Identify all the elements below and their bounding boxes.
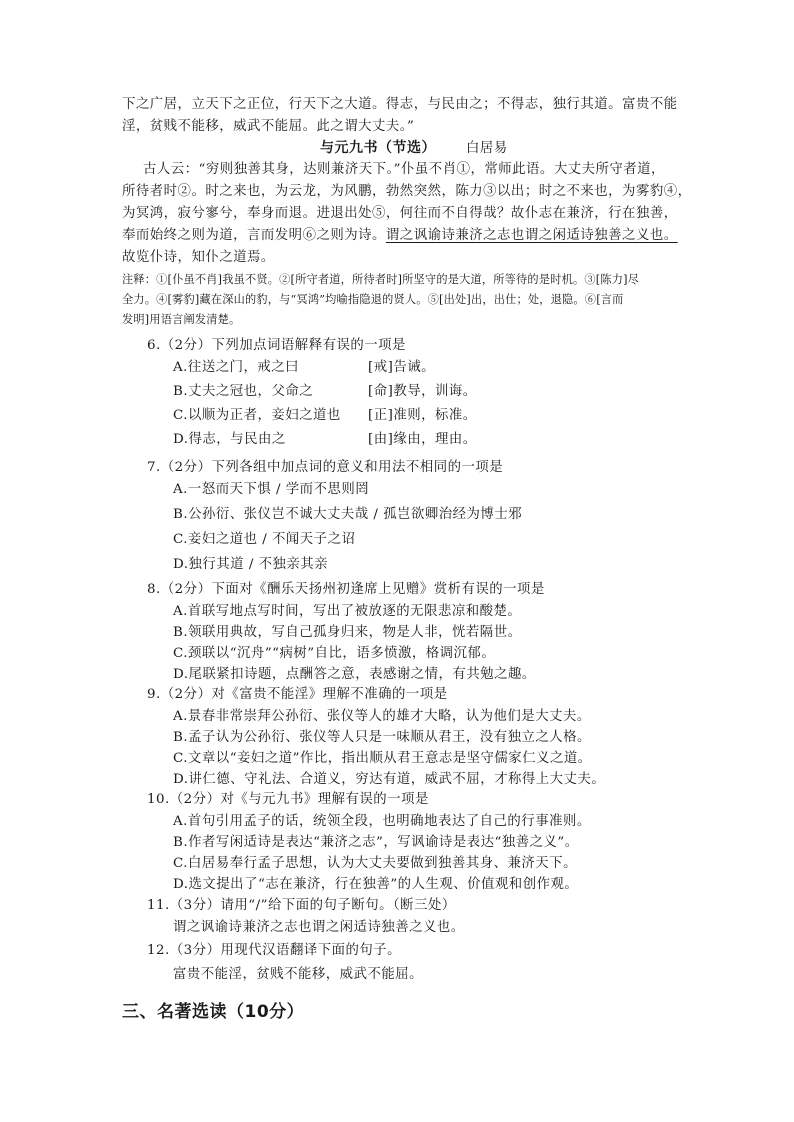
passage-line-2: 淫，贫贱不能移，威武不能屈。此之谓大丈夫。” [122,119,415,134]
q9-option-b: B.孟子认为公孙衍、张仪等人只是一味顺从君王，没有独立之人格。 [173,730,591,745]
passage-line-1: 下之广居，立天下之正位，行天下之大道。得志，与民由之；不得志，独行其道。富贵不能 [122,97,678,112]
q6-option-c-text: C.以顺为正者，妾妇之道也 [173,408,341,423]
note-line-3: 发明]用语言阐发清楚。 [122,313,241,326]
q6-option-b-gloss: [命]教导，训诲。 [368,384,477,399]
q6-option-d-gloss: [由]缘由，理由。 [368,432,477,447]
q12-sentence: 富贵不能淫，贫贱不能移，威武不能屈。 [173,967,424,982]
q6-option-b-text: B.丈夫之冠也，父命之 [173,384,314,399]
q9-option-c: C.文章以“妾妇之道”作比，指出顺从君王意志是坚守儒家仁义之道。 [173,751,592,766]
q8-option-a: A.首联写地点写时间，写出了被放逐的无限悲凉和酸楚。 [173,604,522,619]
text2-title: 与元九书（节选） [320,140,436,156]
text2-line-1: 古人云：“穷则独善其身，达则兼济天下。”仆虽不肖①，常师此语。大丈夫所守者道， [143,162,665,177]
question-12-stem: 12.（3分）用现代汉语翻译下面的句子。 [147,943,402,958]
text2-line-4-text: 奉而始终之则为道，言而发明⑥之则为诗。 [122,228,386,243]
q9-option-d: D.讲仁德、守礼法、合道义，穷达有道，威武不屈，才称得上大丈夫。 [173,772,606,787]
q6-option-d [173,431,477,449]
q7-option-a: A.一怒而天下惧 / 学而不思则罔 [173,482,370,497]
q7-option-b: B.公孙衍、张仪岂不诚大丈夫哉 / 孤岂欲卿治经为博士邪 [173,507,523,522]
question-7-stem: 7.（2分）下列各组中加点词的意义和用法不相同的一项是 [147,460,504,475]
q8-option-b: B.领联用典故，写自己孤身归来，物是人非，恍若隔世。 [173,625,522,640]
q10-option-c: C.白居易奉行孟子思想，认为大丈夫要做到独善其身、兼济天下。 [173,856,577,871]
q6-option-d-text: D.得志，与民由之 [173,432,286,447]
q7-option-d: D.独行其道 / 不独亲其亲 [173,557,329,572]
q6-option-a-text: A.往送之门，戒之曰 [173,360,300,375]
text2-line-5: 故览仆诗，知仆之道焉。 [122,250,275,265]
text2-author: 白居易 [466,141,508,156]
question-6-stem: 6.（2分）下列加点词语解释有误的一项是 [147,338,406,353]
q6-option-c-gloss: [正]准则，标准。 [368,408,477,423]
section-3-heading: 三、名著选读（10分） [122,1002,305,1022]
text2-line-3: 为冥鸿，寂兮寥兮，奉身而退。进退出处⑤，何往而不自得哉？故仆志在兼济，行在独善， [122,206,678,221]
question-9-stem: 9.（2分）对《富贵不能淫》理解不准确的一项是 [147,687,448,702]
question-8-stem: 8.（2分）下面对《酬乐天扬州初逢席上见赠》赏析有误的一项是 [147,582,545,597]
q10-option-b: B.作者写闲适诗是表达“兼济之志”，写讽谕诗是表达“独善之义”。 [173,835,579,850]
note-line-1: 注释：①[仆虽不肖]我虽不贤。②[所守者道，所待者时]所坚守的是大道，所等待的是时机。③[陈力]尽 [122,273,640,286]
q9-option-a: A.景春非常崇拜公孙衍、张仪等人的雄才大略，认为他们是大丈夫。 [173,709,591,724]
q8-option-c: C.颈联以“沉舟”“病树”自比，语多愤激，格调沉郁。 [173,646,496,661]
q10-option-a: A.首句引用孟子的话，统领全段，也明确地表达了自己的行事准则。 [173,814,591,829]
q7-option-c: C.妾妇之道也 / 不闻天子之诏 [173,532,356,547]
text2-line-4 [122,227,678,245]
q6-option-a-gloss: [戒]告诫。 [368,360,436,375]
question-11-stem: 11.（3分）请用“/”给下面的句子断句。（断三处） [147,898,456,913]
q10-option-d: D.选文提出了“志在兼济，行在独善”的人生观、价值观和创作观。 [173,877,579,892]
q6-option-c [173,407,477,425]
text2-heading [320,139,508,158]
q6-option-a [173,359,436,377]
q8-option-d: D.尾联紧扣诗题，点酬答之意，表感谢之情，有共勉之趣。 [173,667,536,682]
text2-line-2: 所待者时②。时之来也，为云龙，为风鹏，勃然突然，陈力③以出；时之不来也，为雾豹④， [122,184,692,199]
note-line-2: 全力。④[雾豹]藏在深山的豹，与“冥鸿”均喻指隐退的贤人。⑤[出处]出，出仕；处，退隐。⑥[言而 [122,293,624,306]
q11-sentence: 谓之讽谕诗兼济之志也谓之闲适诗独善之义也。 [173,920,465,935]
question-10-stem: 10.（2分）对《与元九书》理解有误的一项是 [147,792,429,807]
q6-option-b [173,383,477,401]
underlined-sentence: 谓之讽谕诗兼济之志也谓之闲适诗独善之义也。 [385,228,678,243]
